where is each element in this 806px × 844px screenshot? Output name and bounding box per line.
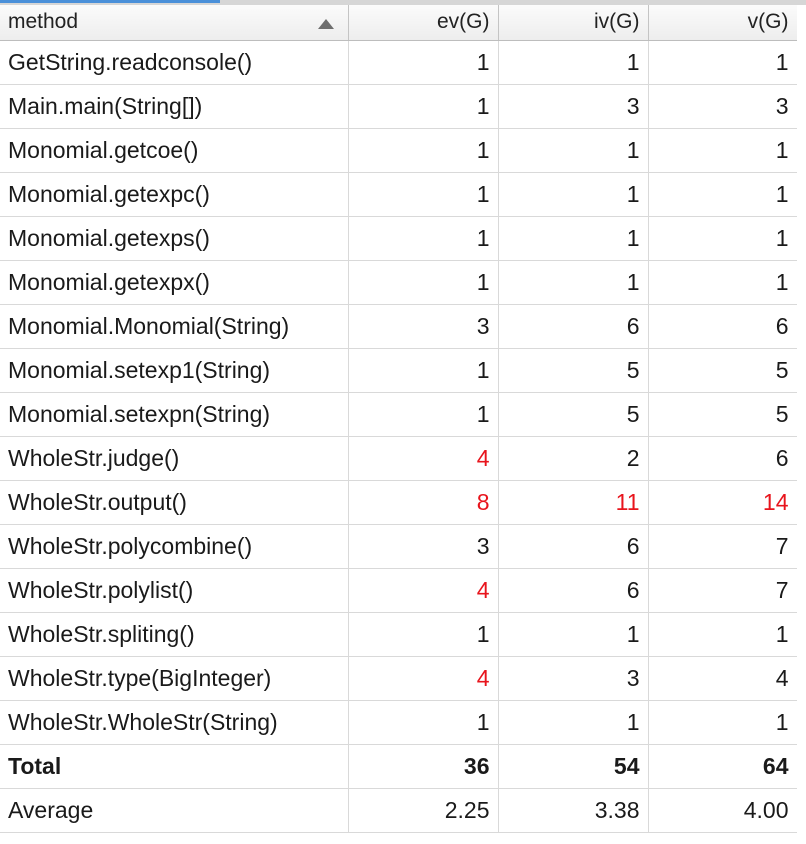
cell-method: WholeStr.judge()	[0, 436, 348, 480]
cell-method: WholeStr.type(BigInteger)	[0, 656, 348, 700]
table-row[interactable]	[0, 304, 797, 348]
cell-v: 3	[648, 84, 797, 128]
cell-method: Average	[0, 788, 348, 832]
cell-method: Monomial.setexpn(String)	[0, 392, 348, 436]
cell-method: Total	[0, 744, 348, 788]
cell-method: WholeStr.output()	[0, 480, 348, 524]
column-header-ev[interactable]: ev(G)	[348, 5, 498, 40]
table-row[interactable]	[0, 524, 797, 568]
cell-iv: 54	[498, 744, 648, 788]
cell-method: Monomial.getexpc()	[0, 172, 348, 216]
cell-ev: 3	[348, 524, 498, 568]
cell-method: Monomial.setexp1(String)	[0, 348, 348, 392]
table-row[interactable]	[0, 612, 797, 656]
cell-ev: 8	[348, 480, 498, 524]
table-row[interactable]	[0, 480, 797, 524]
cell-iv: 3.38	[498, 788, 648, 832]
cell-method: Monomial.Monomial(String)	[0, 304, 348, 348]
table-row[interactable]	[0, 392, 797, 436]
cell-v: 5	[648, 348, 797, 392]
cell-iv: 3	[498, 656, 648, 700]
column-header-iv[interactable]: iv(G)	[498, 5, 648, 40]
cell-v: 5	[648, 392, 797, 436]
table-body	[0, 40, 797, 832]
cell-ev: 1	[348, 392, 498, 436]
cell-v: 1	[648, 260, 797, 304]
cell-ev: 4	[348, 656, 498, 700]
cell-v: 14	[648, 480, 797, 524]
cell-ev: 1	[348, 84, 498, 128]
table-header	[0, 5, 797, 40]
cell-ev: 1	[348, 612, 498, 656]
cell-method: Main.main(String[])	[0, 84, 348, 128]
cell-method: WholeStr.polycombine()	[0, 524, 348, 568]
cell-iv: 6	[498, 568, 648, 612]
cell-iv: 11	[498, 480, 648, 524]
cell-method: Monomial.getexps()	[0, 216, 348, 260]
table-row[interactable]	[0, 436, 797, 480]
table-row[interactable]	[0, 84, 797, 128]
cell-ev: 1	[348, 700, 498, 744]
cell-ev: 1	[348, 216, 498, 260]
cell-v: 1	[648, 172, 797, 216]
cell-iv: 5	[498, 392, 648, 436]
active-tab-indicator	[0, 0, 220, 3]
cell-iv: 2	[498, 436, 648, 480]
table-right-margin	[797, 5, 806, 840]
cell-v: 1	[648, 216, 797, 260]
cell-method: WholeStr.polylist()	[0, 568, 348, 612]
cell-ev: 1	[348, 348, 498, 392]
cell-ev: 4	[348, 436, 498, 480]
cell-v: 64	[648, 744, 797, 788]
cell-v: 6	[648, 304, 797, 348]
cell-v: 7	[648, 524, 797, 568]
cell-iv: 1	[498, 612, 648, 656]
cell-v: 6	[648, 436, 797, 480]
cell-method: Monomial.getcoe()	[0, 128, 348, 172]
cell-method: GetString.readconsole()	[0, 40, 348, 84]
table-row[interactable]	[0, 348, 797, 392]
table-row[interactable]	[0, 40, 797, 84]
sort-ascending-icon[interactable]	[318, 19, 334, 29]
column-header-label: method	[8, 10, 79, 34]
cell-v: 7	[648, 568, 797, 612]
cell-v: 1	[648, 40, 797, 84]
average-row[interactable]	[0, 788, 797, 832]
cell-v: 4.00	[648, 788, 797, 832]
table-row[interactable]	[0, 128, 797, 172]
cell-iv: 6	[498, 524, 648, 568]
method-metrics-table	[0, 5, 798, 833]
cell-iv: 1	[498, 40, 648, 84]
cell-iv: 1	[498, 128, 648, 172]
table-row[interactable]	[0, 216, 797, 260]
cell-iv: 1	[498, 260, 648, 304]
table-row[interactable]	[0, 656, 797, 700]
cell-ev: 1	[348, 260, 498, 304]
cell-iv: 1	[498, 172, 648, 216]
cell-v: 1	[648, 700, 797, 744]
column-header-method[interactable]	[0, 5, 348, 40]
table-row[interactable]	[0, 568, 797, 612]
cell-v: 1	[648, 612, 797, 656]
cell-v: 4	[648, 656, 797, 700]
cell-iv: 5	[498, 348, 648, 392]
cell-ev: 3	[348, 304, 498, 348]
cell-iv: 3	[498, 84, 648, 128]
cell-ev: 1	[348, 172, 498, 216]
cell-method: WholeStr.spliting()	[0, 612, 348, 656]
cell-method: Monomial.getexpx()	[0, 260, 348, 304]
table-row[interactable]	[0, 260, 797, 304]
cell-iv: 6	[498, 304, 648, 348]
table-row[interactable]	[0, 700, 797, 744]
cell-ev: 4	[348, 568, 498, 612]
cell-ev: 36	[348, 744, 498, 788]
cell-ev: 2.25	[348, 788, 498, 832]
table-row[interactable]	[0, 172, 797, 216]
cell-method: WholeStr.WholeStr(String)	[0, 700, 348, 744]
total-row[interactable]	[0, 744, 797, 788]
cell-iv: 1	[498, 216, 648, 260]
column-header-v[interactable]: v(G)	[648, 5, 797, 40]
cell-iv: 1	[498, 700, 648, 744]
cell-ev: 1	[348, 40, 498, 84]
cell-ev: 1	[348, 128, 498, 172]
cell-v: 1	[648, 128, 797, 172]
